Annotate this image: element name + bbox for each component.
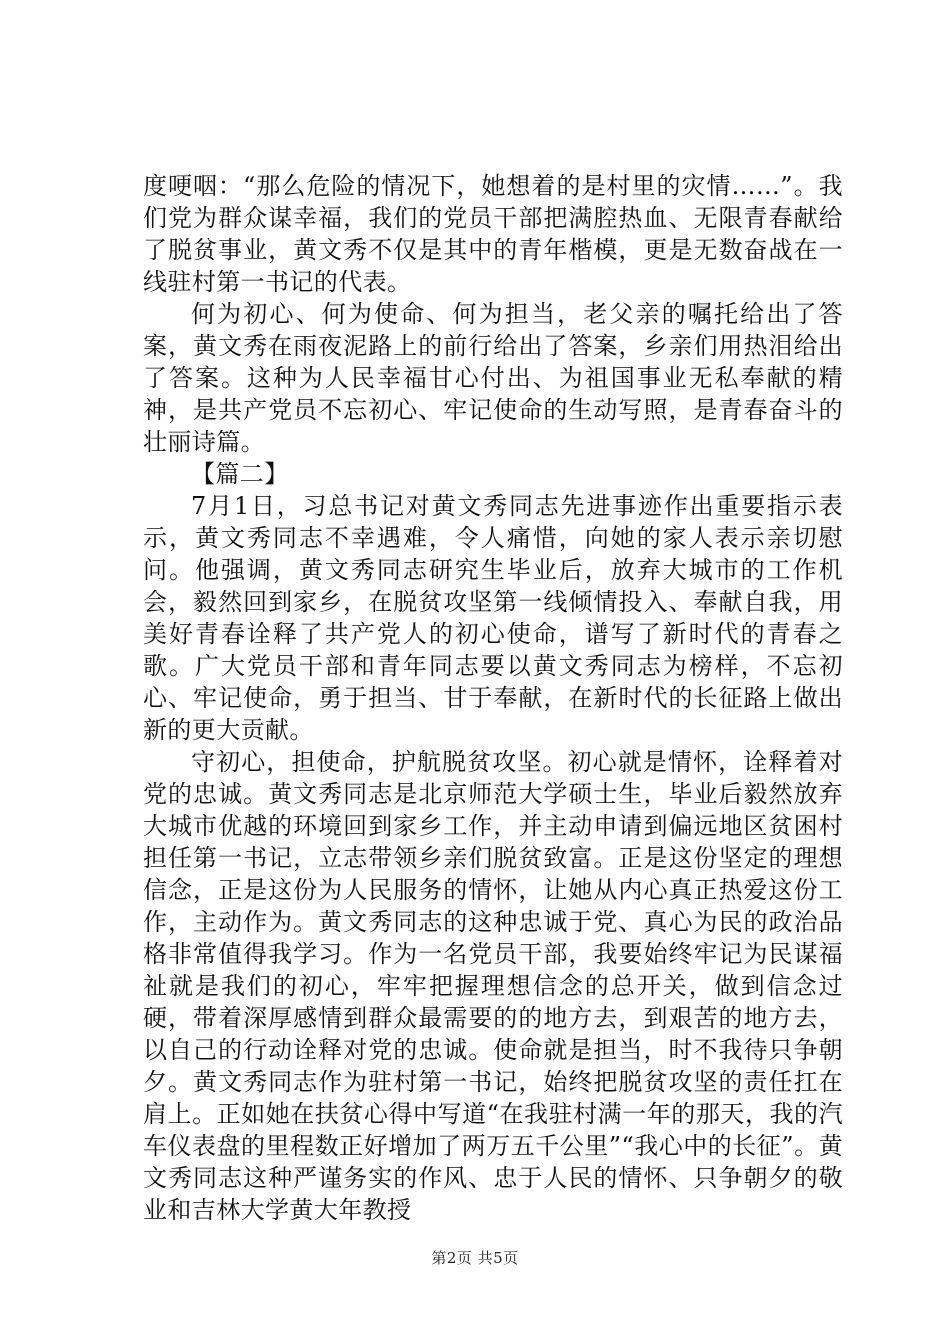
paragraph-1: 度哽咽：“那么危险的情况下，她想着的是村里的灾情……”。我们党为群众谋幸福，我们的党员干部把满腔热血、无限青春献给了脱贫事业，黄文秀不仅是其中的青年楷模，更是无数奋战在一线驻村第一书记的代表。 <box>143 172 843 296</box>
paragraph-2: 何为初心、何为使命、何为担当，老父亲的嘱托给出了答案，黄文秀在雨夜泥路上的前行给出了答案，乡亲们用热泪给出了答案。这种为人民幸福甘心付出、为祖国事业无私奉献的精神，是共产党员不忘初心、牢记使命的生动写照，是青春奋斗的壮丽诗篇。 <box>143 300 843 456</box>
page-number-footer: 第2页 共5页 <box>431 1249 519 1267</box>
paragraph-4: 守初心，担使命，护航脱贫攻坚。初心就是情怀，诠释着对党的忠诚。黄文秀同志是北京师范大学硕士生，毕业后毅然放弃大城市优越的环境回到家乡工作，并主动申请到偏远地区贫困村担任第一书记，立志带领乡亲们脱贫致富。正是这份坚定的理想信念，正是这份为人民服务的情怀，让她从内心真正热爱这份工作，主动作为。黄文秀同志的这种忠诚于党、真心为民的政治品格非常值得我学习。作为一名党员干部，我要始终牢记为民谋福祉就是我们的初心，牢牢把握理想信念的总开关，做到信念过硬，带着深厚感情到群众最需要的的地方去，到艰苦的地方去，以自己的行动诠释对党的忠诚。使命就是担当，时不我待只争朝夕。黄文秀同志作为驻村第一书记，始终把脱贫攻坚的责任扛在肩上。正如她在扶贫心得中写道“在我驻村满一年的那天，我的汽车仪表盘的里程数正好增加了两万五千公里”“我心中的长征”。黄文秀同志这种严谨务实的作风、忠于人民的情怀、只争朝夕的敬业和吉林大学黄大年教授 <box>143 748 843 1224</box>
paragraph-3: 7月1日，习总书记对黄文秀同志先进事迹作出重要指示表示，黄文秀同志不幸遇难，令人痛惜，向她的家人表示亲切慰问。他强调，黄文秀同志研究生毕业后，放弃大城市的工作机会，毅然回到家乡，在脱贫攻坚第一线倾情投入、奉献自我，用美好青春诠释了共产党人的初心使命，谱写了新时代的青春之歌。广大党员干部和青年同志要以黄文秀同志为榜样，不忘初心、牢记使命，勇于担当、甘于奉献，在新时代的长征路上做出新的更大贡献。 <box>143 492 843 744</box>
section-heading: 【篇二】 <box>191 460 289 488</box>
document-body <box>143 170 843 1226</box>
